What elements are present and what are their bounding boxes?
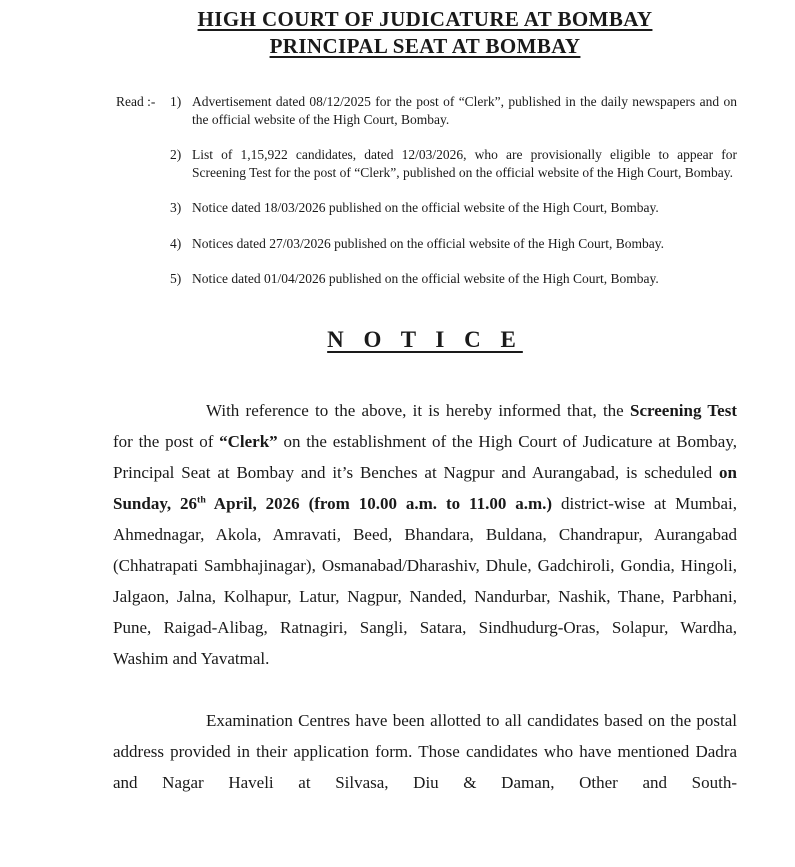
read-item-4 [170, 235, 737, 253]
notice-heading [113, 325, 737, 354]
read-item-number: 1) [170, 94, 182, 109]
read-item-5 [170, 270, 737, 288]
read-item-number: 5) [170, 271, 182, 286]
document-header [113, 6, 737, 60]
notice-paragraph-1: With reference to the above, it is hereby informed that, the Screening Test for the post of “Clerk” on the establishment of the High Court of Judicature at Bombay, Principal Seat at Bombay and it’s Benches at Nagpur and Aurangabad, is scheduled on Sunday, 26th April, 2026 (from 10.00 a.m. to 11.00 a.m.) district-wise at Mumbai, Ahmednagar, Akola, Amravati, Beed, Bhandara, Buldana, Chandrapur, Aurangabad (Chhatrapati Sambhajinagar), Osmanabad/Dharashiv, Dhule, Gadchiroli, Gondia, Hingoli, Jalgaon, Jalna, Kolhapur, Latur, Nagpur, Nanded, Nandurbar, Nashik, Thane, Parbhani, Pune, Raigad-Alibag, Ratnagiri, Sangli, Satara, Sindhudurg-Oras, Solapur, Wardha, Washim and Yavatmal. [113, 400, 737, 668]
read-item-text: List of 1,15,922 candidates, dated 12/03/2026, who are provisionally eligible to appear for Screening Test for the post of “Clerk”, published on the official website of the High Court, Bombay. [192, 147, 737, 180]
read-item-text: Notice dated 01/04/2026 published on the official website of the High Court, Bombay. [192, 271, 659, 286]
read-item-number: 3) [170, 200, 182, 215]
read-section [113, 93, 737, 288]
court-title: HIGH COURT OF JUDICATURE AT BOMBAY [197, 7, 653, 31]
read-item-text: Notices dated 27/03/2026 published on the official website of the High Court, Bombay. [192, 235, 665, 251]
read-item-1 [170, 93, 737, 128]
read-label: Read :- [116, 94, 156, 109]
read-item-text: Notice dated 18/03/2026 published on the official website of the High Court, Bombay. [192, 200, 659, 215]
read-item-3 [170, 199, 737, 217]
read-items-list [170, 93, 737, 288]
read-item-text: Advertisement dated 08/12/2025 for the post of “Clerk”, published in the daily newspapers and on the official website of the High Court, Bombay. [192, 94, 737, 127]
notice-paragraph-2: Examination Centres have been allotted to all candidates based on the postal address provided in their application form. Those candidates who have mentioned Dadra and Nagar Haveli at Silvasa, Diu & Daman, Other and South- [113, 710, 737, 792]
principal-seat-title: PRINCIPAL SEAT AT BOMBAY [269, 34, 581, 58]
notice-heading-text: N O T I C E [327, 326, 523, 352]
read-item-2 [170, 146, 737, 181]
read-item-number: 2) [170, 147, 182, 162]
read-item-number: 4) [170, 235, 182, 251]
